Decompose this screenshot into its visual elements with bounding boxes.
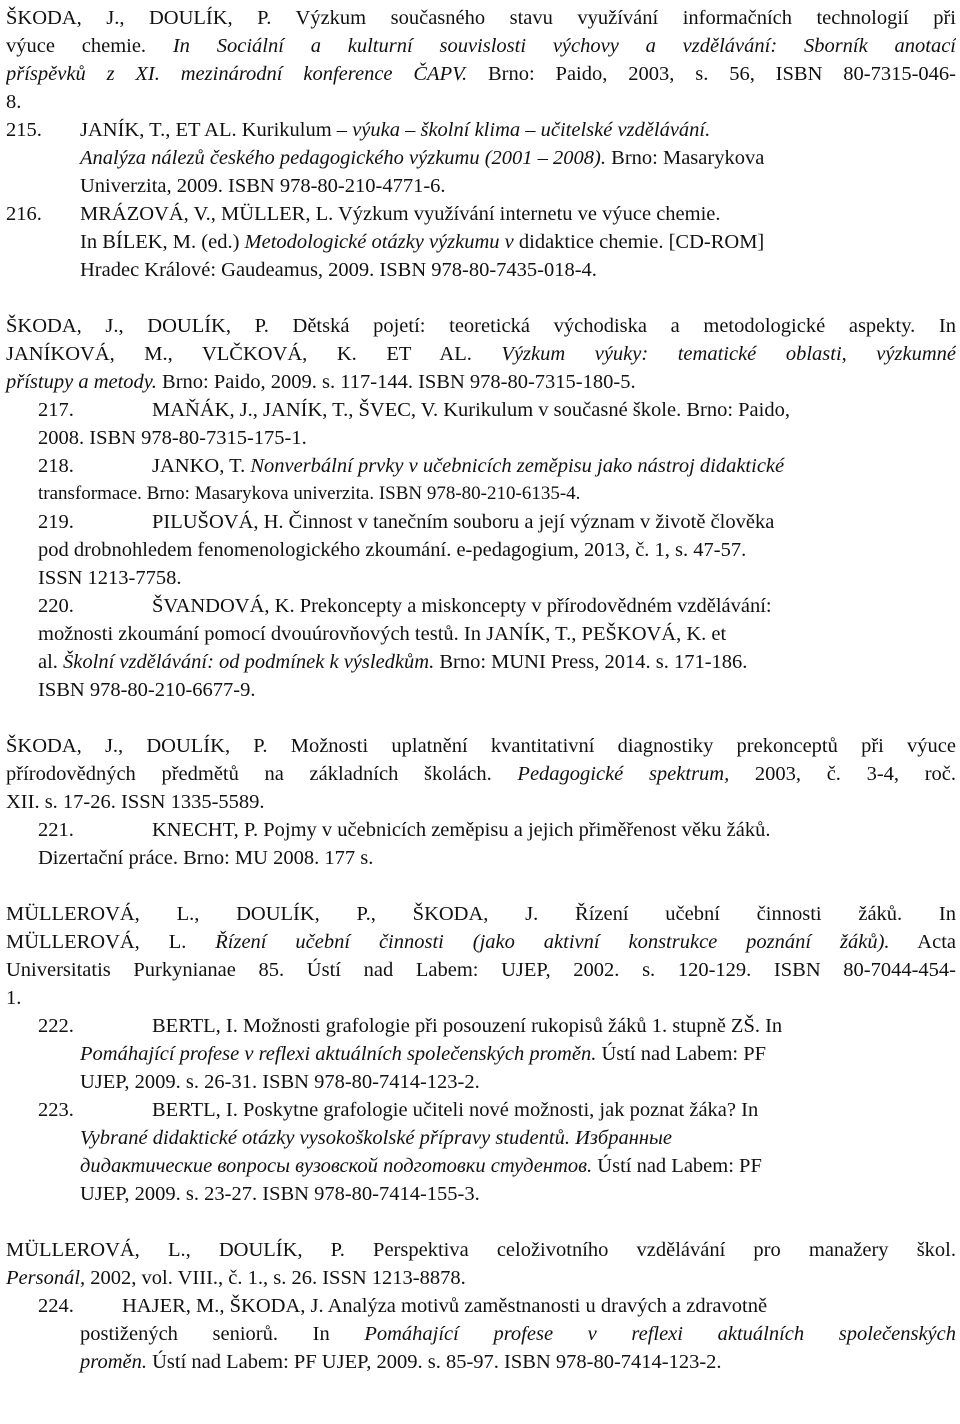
reference-line: ISSN 1213-7758. bbox=[38, 567, 182, 589]
reference-line: Personál, 2002, vol. VIII., č. 1., s. 26. ISSN 1213-8878. bbox=[6, 1267, 466, 1289]
reference-line: 216. MRÁZOVÁ, V., MÜLLER, L. Výzkum využívání internetu ve výuce chemie. bbox=[6, 200, 721, 228]
reference-line: 1. bbox=[6, 987, 22, 1009]
reference-line: 218. JANKO, T. Nonverbální prvky v učebnicích zeměpisu jako nástroj didaktické bbox=[38, 452, 784, 480]
reference-line: 2008. ISBN 978-80-7315-175-1. bbox=[38, 427, 307, 449]
reference-line: přístupy a metody. Brno: Paido, 2009. s. 117-144. ISBN 978-80-7315-180-5. bbox=[6, 371, 636, 393]
reference-line: Vybrané didaktické otázky vysokoškolské přípravy studentů. Избранные bbox=[80, 1127, 673, 1149]
reference-line: 217. MAŇÁK, J., JANÍK, T., ŠVEC, V. Kurikulum v současné škole. Brno: Paido, bbox=[38, 396, 790, 424]
reference-line: ŠKODA, J., DOULÍK, P. Možnosti uplatnění kvantitativní diagnostiky prekonceptů při výuce bbox=[6, 735, 956, 757]
reference-line: MÜLLEROVÁ, L. Řízení učební činnosti (jako aktivní konstrukce poznání žáků). Acta bbox=[6, 931, 956, 953]
reference-line: Dizertační práce. Brno: MU 2008. 177 s. bbox=[38, 847, 374, 869]
reference-line: proměn. Ústí nad Labem: PF UJEP, 2009. s. 85-97. ISBN 978-80-7414-123-2. bbox=[80, 1351, 722, 1373]
reference-line: MÜLLEROVÁ, L., DOULÍK, P. Perspektiva celoživotního vzdělávání pro manažery škol. bbox=[6, 1239, 956, 1261]
reference-line: 223. BERTL, I. Poskytne grafologie učiteli nové možnosti, jak poznat žáka? In bbox=[38, 1096, 758, 1124]
entry-number: 221. bbox=[38, 819, 74, 841]
entry-number: 215. bbox=[6, 119, 42, 141]
entry-number: 217. bbox=[38, 399, 74, 421]
reference-line: 224. HAJER, M., ŠKODA, J. Analýza motivů zaměstnanosti u dravých a zdravotně bbox=[38, 1292, 767, 1320]
reference-line: Universitatis Purkynianae 85. Ústí nad Labem: UJEP, 2002. s. 120-129. ISBN 80-7044-454- bbox=[6, 959, 956, 981]
entry-number: 224. bbox=[38, 1295, 74, 1317]
reference-line: Analýza nálezů českého pedagogického výzkumu (2001 – 2008). Brno: Masarykova bbox=[80, 147, 765, 169]
reference-line: ŠKODA, J., DOULÍK, P. Výzkum současného stavu využívání informačních technologií při bbox=[6, 7, 956, 29]
reference-line: 220. ŠVANDOVÁ, K. Prekoncepty a miskoncepty v přírodovědném vzdělávání: bbox=[38, 592, 772, 620]
reference-line: UJEP, 2009. s. 23-27. ISBN 978-80-7414-155-3. bbox=[80, 1183, 480, 1205]
reference-line: 8. bbox=[6, 91, 22, 113]
reference-line: možnosti zkoumání pomocí dvouúrovňových testů. In JANÍK, T., PEŠKOVÁ, K. et bbox=[38, 623, 727, 645]
reference-line: výuce chemie. In Sociální a kulturní souvislosti výchovy a vzdělávání: Sborník anotací bbox=[6, 35, 956, 57]
reference-line: дидактические вопросы вузовской подготовки студентов. Ústí nad Labem: PF bbox=[80, 1155, 762, 1177]
reference-line: postižených seniorů. In Pomáhající profese v reflexi aktuálních společenských bbox=[80, 1323, 956, 1345]
entry-number: 222. bbox=[38, 1015, 74, 1037]
reference-line: UJEP, 2009. s. 26-31. ISBN 978-80-7414-123-2. bbox=[80, 1071, 480, 1093]
reference-line: Pomáhající profese v reflexi aktuálních společenských proměn. Ústí nad Labem: PF bbox=[80, 1043, 767, 1065]
reference-line: MÜLLEROVÁ, L., DOULÍK, P., ŠKODA, J. Řízení učební činnosti žáků. In bbox=[6, 903, 956, 925]
reference-line: Univerzita, 2009. ISBN 978-80-210-4771-6. bbox=[80, 175, 446, 197]
reference-line: pod drobnohledem fenomenologického zkoumání. e-pedagogium, 2013, č. 1, s. 47-57. bbox=[38, 539, 747, 561]
reference-line: příspěvků z XI. mezinárodní konference ČAPV. Brno: Paido, 2003, s. 56, ISBN 80-7315-046- bbox=[6, 63, 956, 85]
reference-line: 219. PILUŠOVÁ, H. Činnost v tanečním souboru a její význam v životě člověka bbox=[38, 508, 774, 536]
entry-number: 219. bbox=[38, 511, 74, 533]
reference-line: 215. JANÍK, T., ET AL. Kurikulum – výuka – školní klima – učitelské vzdělávání. bbox=[6, 116, 710, 144]
reference-line: ISBN 978-80-210-6677-9. bbox=[38, 679, 256, 701]
reference-line: XII. s. 17-26. ISSN 1335-5589. bbox=[6, 791, 265, 813]
entry-number: 220. bbox=[38, 595, 74, 617]
reference-line: al. Školní vzdělávání: od podmínek k výsledkům. Brno: MUNI Press, 2014. s. 171-186. bbox=[38, 651, 748, 673]
reference-line: přírodovědných předmětů na základních školách. Pedagogické spektrum, 2003, č. 3-4, roč. bbox=[6, 763, 956, 785]
reference-line: 222. BERTL, I. Možnosti grafologie při posouzení rukopisů žáků 1. stupně ZŠ. In bbox=[38, 1012, 782, 1040]
reference-line: In BÍLEK, M. (ed.) Metodologické otázky výzkumu v didaktice chemie. [CD-ROM] bbox=[80, 231, 765, 253]
entry-number: 218. bbox=[38, 455, 74, 477]
reference-line: 221. KNECHT, P. Pojmy v učebnicích zeměpisu a jejich přiměřenost věku žáků. bbox=[38, 816, 770, 844]
entry-number: 223. bbox=[38, 1099, 74, 1121]
reference-line: Hradec Králové: Gaudeamus, 2009. ISBN 978-80-7435-018-4. bbox=[80, 259, 597, 281]
reference-line: transformace. Brno: Masarykova univerzita. ISBN 978-80-210-6135-4. bbox=[38, 483, 581, 504]
reference-line: JANÍKOVÁ, M., VLČKOVÁ, K. ET AL. Výzkum výuky: tematické oblasti, výzkumné bbox=[6, 343, 956, 365]
reference-line: ŠKODA, J., DOULÍK, P. Dětská pojetí: teoretická východiska a metodologické aspekty. In bbox=[6, 315, 956, 337]
entry-number: 216. bbox=[6, 203, 42, 225]
